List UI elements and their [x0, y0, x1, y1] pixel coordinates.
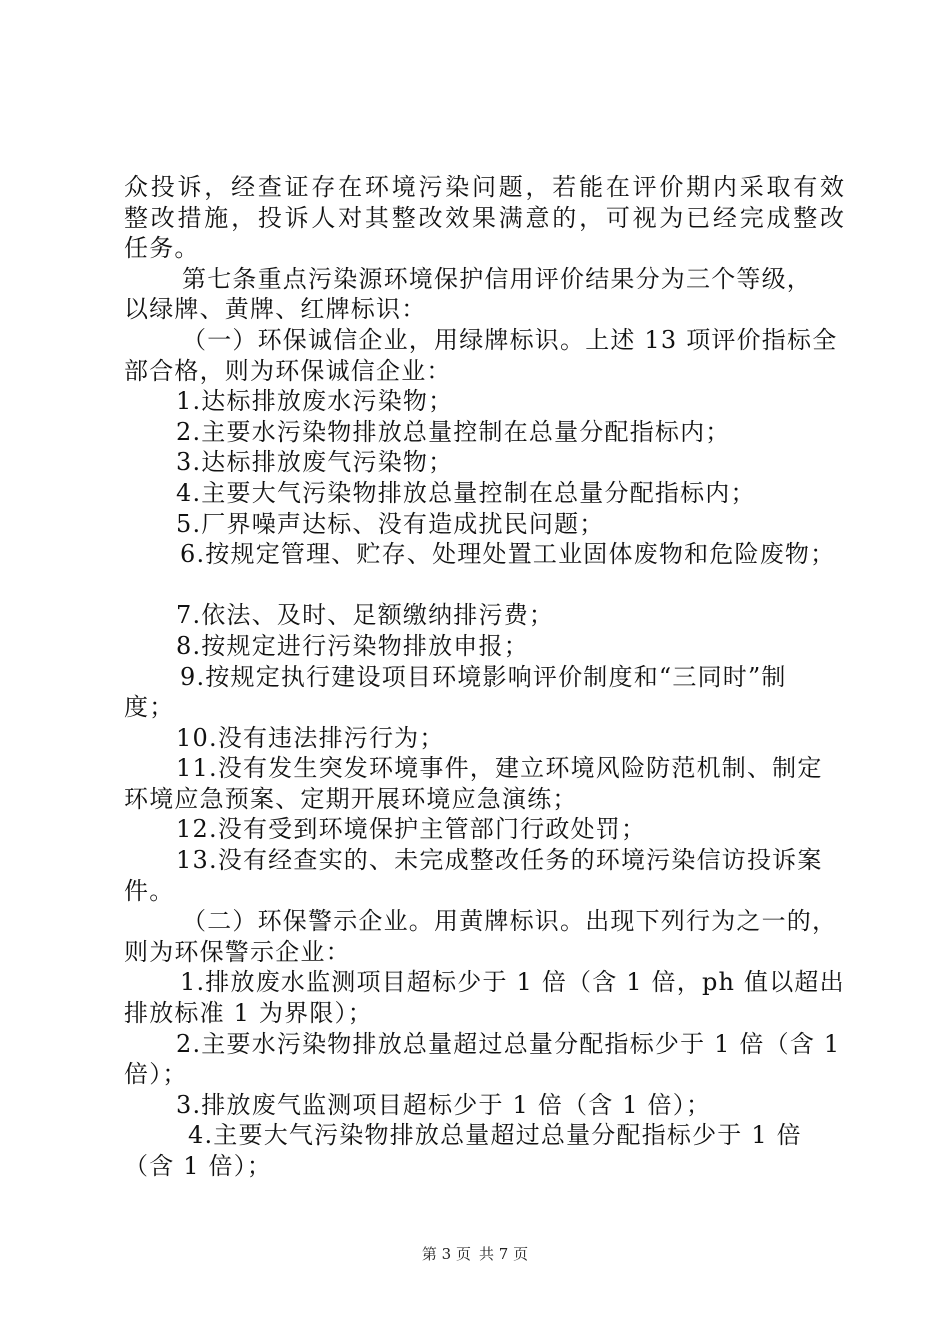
- list-item: 6.按规定管理、贮存、处理处置工业固体废物和危险废物；: [180, 540, 836, 569]
- list-item: 4.主要大气污染物排放总量超过总量分配指标少于 1 倍: [188, 1121, 802, 1150]
- text-line: 排放标准 1 为界限）；: [124, 999, 373, 1028]
- text-line: 倍）；: [124, 1060, 188, 1089]
- page-footer: [0, 1244, 950, 1264]
- text-line: 部合格，则为环保诚信企业：: [124, 356, 452, 385]
- text-line: 环境应急预案、定期开展环境应急演练；: [124, 784, 578, 813]
- text-line: 第七条重点污染源环境保护信用评价结果分为三个等级，: [182, 264, 812, 293]
- text-line: 众投诉，经查证存在环境污染问题，若能在评价期内采取有效: [124, 173, 844, 201]
- text-line: （一）环保诚信企业，用绿牌标识。上述 13 项评价指标全: [182, 325, 838, 354]
- page-total: 共 7 页: [479, 1245, 529, 1263]
- list-item: 1.排放废水监测项目超标少于 1 倍（含 1 倍，ph 值以超出: [180, 968, 845, 997]
- list-item: 9.按规定执行建设项目环境影响评价制度和“三同时”制: [180, 662, 787, 691]
- list-item: 2.主要水污染物排放总量超过总量分配指标少于 1 倍（含 1: [176, 1029, 841, 1058]
- list-item: 7.依法、及时、足额缴纳排污费；: [176, 601, 555, 630]
- list-item: 8.按规定进行污染物排放申报；: [176, 631, 529, 660]
- list-item: 12.没有受到环境保护主管部门行政处罚；: [176, 815, 647, 844]
- text-line: （含 1 倍）；: [124, 1152, 273, 1180]
- text-line: 则为环保警示企业：: [124, 937, 351, 966]
- text-line: 整改措施，投诉人对其整改效果满意的，可视为已经完成整改: [124, 203, 844, 232]
- blank-line: [124, 570, 844, 601]
- document-body: [124, 172, 844, 1182]
- text-line: 度；: [124, 693, 175, 722]
- text-line: （二）环保警示企业。用黄牌标识。出现下列行为之一的，: [182, 907, 838, 936]
- text-line: 任务。: [124, 234, 200, 263]
- text-line: 件。: [124, 876, 175, 905]
- list-item: 4.主要大气污染物排放总量控制在总量分配指标内；: [176, 478, 756, 507]
- list-item: 3.达标排放废气污染物；: [176, 448, 454, 477]
- text-line: 以绿牌、黄牌、红牌标识：: [124, 295, 427, 324]
- list-item: 3.排放废气监测项目超标少于 1 倍（含 1 倍）；: [176, 1090, 712, 1119]
- list-item: 13.没有经查实的、未完成整改任务的环境污染信访投诉案: [176, 846, 823, 875]
- list-item: 11.没有发生突发环境事件，建立环境风险防范机制、制定: [176, 754, 823, 783]
- list-item: 2.主要水污染物排放总量控制在总量分配指标内；: [176, 417, 731, 446]
- page-number: 第 3 页: [421, 1245, 471, 1263]
- list-item: 10.没有违法排污行为；: [176, 723, 445, 752]
- list-item: 5.厂界噪声达标、没有造成扰民问题；: [176, 509, 605, 538]
- list-item: 1.达标排放废水污染物；: [176, 387, 454, 416]
